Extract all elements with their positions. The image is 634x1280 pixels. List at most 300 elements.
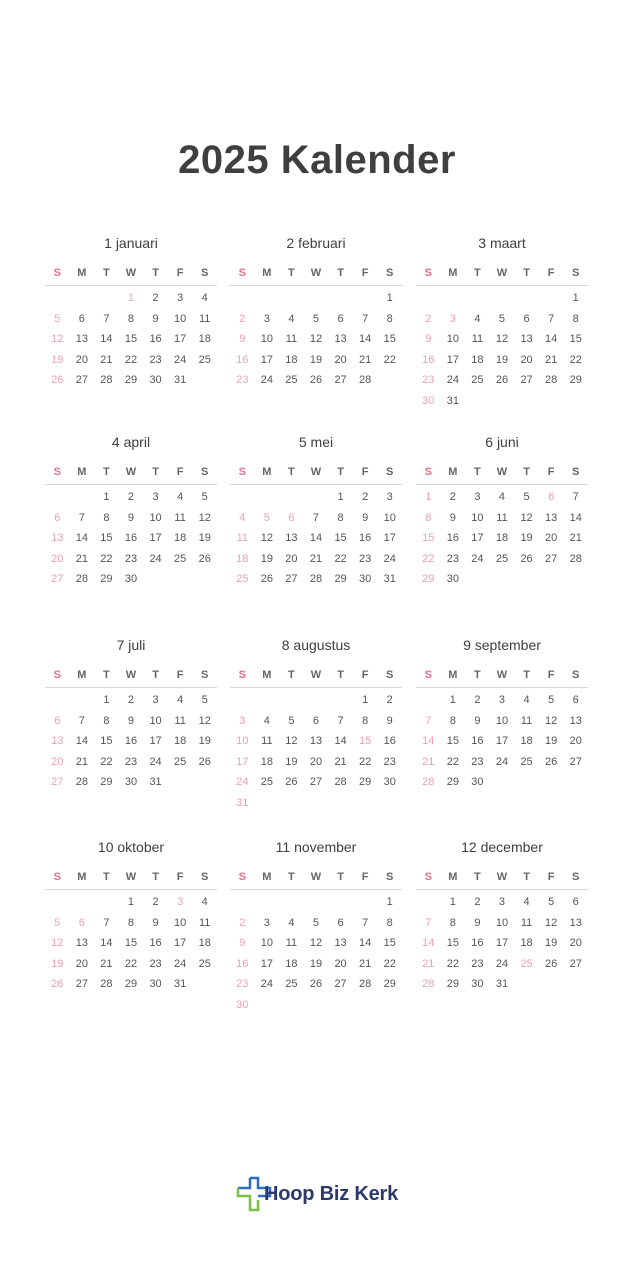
day-cell: 2 [474,694,481,706]
day-cell: 20 [334,957,347,970]
weekday-label: M [448,267,458,279]
day-cell: 15 [383,937,396,949]
day-cell: 14 [75,532,88,544]
empty-cell [279,892,304,913]
weekday-label: S [572,466,580,478]
weekday-label: T [474,871,481,883]
day-cell: 7 [103,916,110,929]
day-cell: 1 [449,896,456,908]
day-grid [416,487,588,590]
empty-cell [328,690,353,711]
day-cell: 17 [446,353,459,366]
day-cell: 21 [422,755,435,768]
day-cell: 13 [334,333,347,345]
day-cell: 30 [471,776,484,788]
day-cell: 6 [548,491,555,503]
day-cell: 16 [471,735,484,747]
day-cell: 15 [422,532,435,544]
day-cell: 21 [334,755,347,768]
day-cell: 25 [285,978,298,990]
weekday-label: W [310,871,322,883]
day-cell: 6 [78,916,85,929]
day-cell: 8 [127,916,135,929]
empty-cell [230,690,255,711]
day-cell: 1 [127,896,135,908]
day-grid [416,288,588,411]
day-cell: 22 [422,552,435,565]
day-cell: 22 [100,755,113,768]
weekday-header [416,666,588,688]
day-cell: 20 [545,532,558,544]
day-cell: 2 [239,312,246,325]
weekday-header [45,463,217,485]
day-cell: 27 [75,978,88,990]
day-cell: 10 [260,937,273,949]
day-cell: 7 [425,916,432,929]
day-cell: 30 [422,394,435,407]
weekday-label: S [424,267,432,279]
day-cell: 24 [174,957,187,970]
day-grid [230,690,402,813]
empty-cell [230,892,255,913]
day-cell: 9 [152,312,159,325]
day-cell: 16 [359,532,372,544]
day-cell: 27 [569,957,582,970]
day-cell: 11 [261,735,273,747]
weekday-header [230,264,402,286]
day-cell: 23 [124,552,138,565]
day-cell: 11 [520,916,533,929]
day-cell: 5 [54,916,61,929]
day-cell: 13 [520,333,533,345]
month-block [45,433,217,590]
day-cell: 25 [198,353,211,366]
weekday-label: F [547,871,555,883]
weekday-header [45,264,217,286]
day-cell: 17 [174,333,187,345]
empty-cell [70,288,95,309]
day-cell: 11 [198,916,211,929]
weekday-label: S [572,669,580,681]
day-cell: 6 [337,312,344,325]
day-cell: 16 [124,735,138,747]
weekday-label: T [152,267,159,279]
month-name: 11 november [275,839,357,855]
day-cell: 4 [288,916,295,929]
day-cell: 31 [446,394,459,407]
day-cell: 17 [260,957,273,970]
weekday-label: T [152,669,159,681]
day-cell: 9 [127,511,135,524]
day-cell: 18 [520,735,533,747]
weekday-label: S [201,466,209,478]
day-cell: 19 [520,532,533,544]
day-cell: 10 [260,333,273,345]
weekday-label: T [337,267,344,279]
day-cell: 14 [359,333,372,345]
day-cell: 25 [236,573,249,585]
day-cell: 8 [449,714,456,727]
day-cell: 6 [572,694,579,706]
weekday-label: T [103,466,110,478]
day-cell: 22 [446,957,459,970]
day-cell: 6 [523,312,530,325]
weekday-label: S [238,267,246,279]
day-cell: 14 [569,511,582,524]
weekday-label: M [77,466,87,478]
day-cell: 3 [152,491,159,503]
month-block [230,636,402,813]
day-cell: 26 [545,755,558,768]
day-cell: 29 [359,776,372,788]
weekday-label: S [53,669,61,681]
day-cell: 26 [285,776,298,788]
weekday-label: M [448,466,458,478]
day-cell: 15 [100,735,113,747]
day-cell: 23 [236,978,249,990]
logo [236,1174,398,1214]
empty-cell [416,690,441,711]
month-block [416,838,588,995]
day-cell: 12 [51,937,64,949]
empty-cell [328,892,353,913]
weekday-label: M [262,669,272,681]
day-cell: 18 [174,735,187,747]
day-cell: 11 [236,532,248,544]
day-cell: 27 [520,374,533,386]
day-cell: 14 [422,735,435,747]
day-cell: 5 [201,694,208,706]
weekday-label: M [448,871,458,883]
day-cell: 25 [471,374,484,386]
day-cell: 14 [100,333,113,345]
day-cell: 18 [495,532,509,544]
day-cell: 8 [337,511,344,524]
day-cell: 3 [263,312,270,325]
day-cell: 2 [152,896,159,908]
day-cell: 14 [75,735,88,747]
day-cell: 3 [498,694,506,706]
day-cell: 4 [239,511,246,524]
day-cell: 15 [124,937,138,949]
weekday-label: W [125,669,137,681]
weekday-label: F [176,466,184,478]
weekday-label: F [547,267,555,279]
day-cell: 14 [100,937,113,949]
day-cell: 7 [103,312,110,325]
footer-logo [0,1172,634,1216]
empty-cell [94,892,119,913]
day-cell: 31 [149,776,162,788]
empty-cell [514,288,539,309]
day-cell: 15 [124,333,138,345]
day-cell: 27 [51,776,64,788]
day-cell: 13 [75,333,88,345]
day-cell: 28 [334,776,347,788]
day-cell: 30 [471,978,484,990]
weekday-label: S [238,669,246,681]
weekday-label: M [262,466,272,478]
day-cell: 25 [495,552,509,565]
day-cell: 29 [100,573,113,585]
empty-cell [255,288,280,309]
day-cell: 30 [149,374,162,386]
day-cell: 9 [239,937,246,949]
day-cell: 24 [149,755,162,768]
weekday-label: W [125,267,137,279]
day-cell: 3 [474,491,481,503]
month-name: 10 oktober [97,839,165,855]
day-cell: 16 [471,937,484,949]
day-cell: 12 [545,916,558,929]
weekday-label: S [424,466,432,478]
day-grid [230,892,402,1015]
day-cell: 1 [103,694,110,706]
empty-cell [465,288,490,309]
day-cell: 24 [383,552,396,565]
day-cell: 28 [545,374,558,386]
weekday-label: F [547,669,555,681]
day-cell: 5 [312,312,320,325]
weekday-label: S [386,267,394,279]
month-name: 2 februari [286,235,346,251]
day-grid [230,288,402,391]
day-cell: 16 [124,532,138,544]
day-cell: 10 [471,511,484,524]
day-grid [416,892,588,995]
day-cell: 30 [383,776,396,788]
day-cell: 1 [362,694,369,706]
day-cell: 13 [569,714,582,727]
day-cell: 19 [51,353,64,366]
month-name: 5 mei [298,434,334,450]
day-cell: 10 [446,333,459,345]
day-cell: 24 [260,978,273,990]
day-cell: 19 [495,353,509,366]
day-cell: 25 [198,957,211,970]
empty-cell [304,892,329,913]
day-cell: 17 [174,937,187,949]
month-name: 4 april [111,434,151,450]
day-cell: 30 [446,573,459,585]
day-cell: 21 [100,353,113,366]
day-cell: 18 [198,937,211,949]
empty-cell [353,892,378,913]
day-cell: 7 [425,714,432,727]
empty-cell [441,288,466,309]
weekday-label: T [523,466,530,478]
day-cell: 7 [78,511,85,524]
day-cell: 29 [124,374,138,386]
day-cell: 5 [263,511,270,524]
day-cell: 31 [236,796,249,809]
day-cell: 25 [285,374,298,386]
day-cell: 30 [236,998,249,1011]
day-cell: 1 [127,292,135,304]
empty-cell [255,690,280,711]
day-cell: 8 [103,511,110,524]
day-cell: 28 [309,573,323,585]
day-cell: 9 [425,333,432,345]
day-cell: 24 [495,755,509,768]
day-cell: 28 [359,978,372,990]
day-cell: 20 [309,755,323,768]
weekday-header [416,264,588,286]
weekday-label: T [288,267,295,279]
day-cell: 10 [495,714,509,727]
day-cell: 1 [425,491,432,503]
day-cell: 25 [174,552,187,565]
empty-cell [45,892,70,913]
day-cell: 26 [260,573,273,585]
day-cell: 20 [520,353,533,366]
day-cell: 12 [260,532,273,544]
day-cell: 9 [127,714,135,727]
day-cell: 23 [471,755,484,768]
day-cell: 30 [149,978,162,990]
weekday-label: T [474,669,481,681]
day-cell: 29 [446,978,459,990]
weekday-label: T [103,871,110,883]
day-cell: 4 [288,312,295,325]
day-cell: 2 [127,694,135,706]
weekday-header [230,463,402,485]
day-cell: 30 [359,573,372,585]
day-cell: 26 [198,552,211,565]
weekday-header [45,868,217,890]
day-cell: 7 [572,491,579,503]
weekday-label: W [310,466,322,478]
day-cell: 29 [446,776,459,788]
day-cell: 11 [174,511,186,524]
weekday-label: T [523,871,530,883]
day-cell: 12 [520,511,533,524]
day-cell: 22 [569,353,582,366]
day-cell: 24 [260,374,273,386]
day-cell: 12 [495,333,509,345]
day-cell: 22 [124,957,138,970]
day-cell: 5 [288,714,295,727]
weekday-label: F [361,871,369,883]
day-cell: 17 [383,532,396,544]
day-cell: 7 [78,714,85,727]
day-cell: 21 [422,957,435,970]
empty-cell [279,288,304,309]
day-cell: 19 [198,735,211,747]
day-cell: 10 [149,511,162,524]
day-cell: 5 [548,896,555,908]
day-cell: 28 [75,573,88,585]
day-cell: 29 [100,776,113,788]
day-cell: 21 [75,552,88,565]
day-cell: 28 [422,776,435,788]
day-cell: 10 [495,916,509,929]
day-cell: 2 [362,491,369,503]
day-cell: 1 [572,292,579,304]
day-grid [230,487,402,590]
day-cell: 9 [449,511,456,524]
weekday-label: M [262,871,272,883]
month-name: 8 augustus [281,637,351,653]
day-cell: 30 [124,573,138,585]
weekday-label: S [53,267,61,279]
weekday-label: S [572,267,580,279]
day-cell: 13 [75,937,88,949]
day-cell: 18 [285,353,298,366]
weekday-label: S [386,669,394,681]
day-cell: 4 [498,491,506,503]
month-block [230,234,402,391]
day-cell: 6 [572,896,579,908]
day-cell: 8 [449,916,456,929]
month-block [45,234,217,391]
weekday-label: W [496,669,508,681]
day-cell: 9 [474,916,481,929]
weekday-label: S [572,871,580,883]
weekday-label: T [288,871,295,883]
day-cell: 21 [309,552,323,565]
day-cell: 16 [149,937,162,949]
day-cell: 4 [201,896,208,908]
day-cell: 24 [174,353,187,366]
day-cell: 21 [359,957,372,970]
day-cell: 19 [545,937,558,949]
day-cell: 25 [520,957,533,970]
day-cell: 17 [260,353,273,366]
day-cell: 27 [545,552,558,565]
day-cell: 20 [51,755,64,768]
day-cell: 3 [177,896,184,908]
day-cell: 28 [75,776,88,788]
day-cell: 12 [309,333,323,345]
weekday-label: F [361,267,369,279]
day-cell: 15 [334,532,347,544]
day-cell: 17 [236,755,249,768]
day-cell: 11 [285,937,298,949]
weekday-label: M [77,267,87,279]
weekday-label: T [103,267,110,279]
day-cell: 2 [474,896,481,908]
day-cell: 20 [334,353,347,366]
day-cell: 21 [359,353,372,366]
weekday-label: F [176,669,184,681]
day-cell: 26 [51,978,64,990]
day-cell: 26 [309,978,323,990]
day-cell: 12 [198,511,211,524]
weekday-label: W [496,267,508,279]
day-cell: 12 [309,937,323,949]
weekday-label: S [53,871,61,883]
empty-cell [70,690,95,711]
month-name: 9 september [463,637,541,653]
day-cell: 25 [260,776,273,788]
day-cell: 27 [285,573,298,585]
day-cell: 13 [334,937,347,949]
day-cell: 17 [149,532,162,544]
day-cell: 14 [545,333,558,345]
day-grid [45,487,217,590]
empty-cell [255,487,280,508]
day-cell: 2 [239,916,246,929]
day-cell: 2 [127,491,135,503]
day-cell: 4 [201,292,208,304]
day-cell: 24 [446,374,459,386]
day-cell: 24 [471,552,484,565]
weekday-label: W [125,871,137,883]
day-cell: 18 [198,333,211,345]
day-cell: 26 [520,552,533,565]
day-cell: 14 [309,532,323,544]
